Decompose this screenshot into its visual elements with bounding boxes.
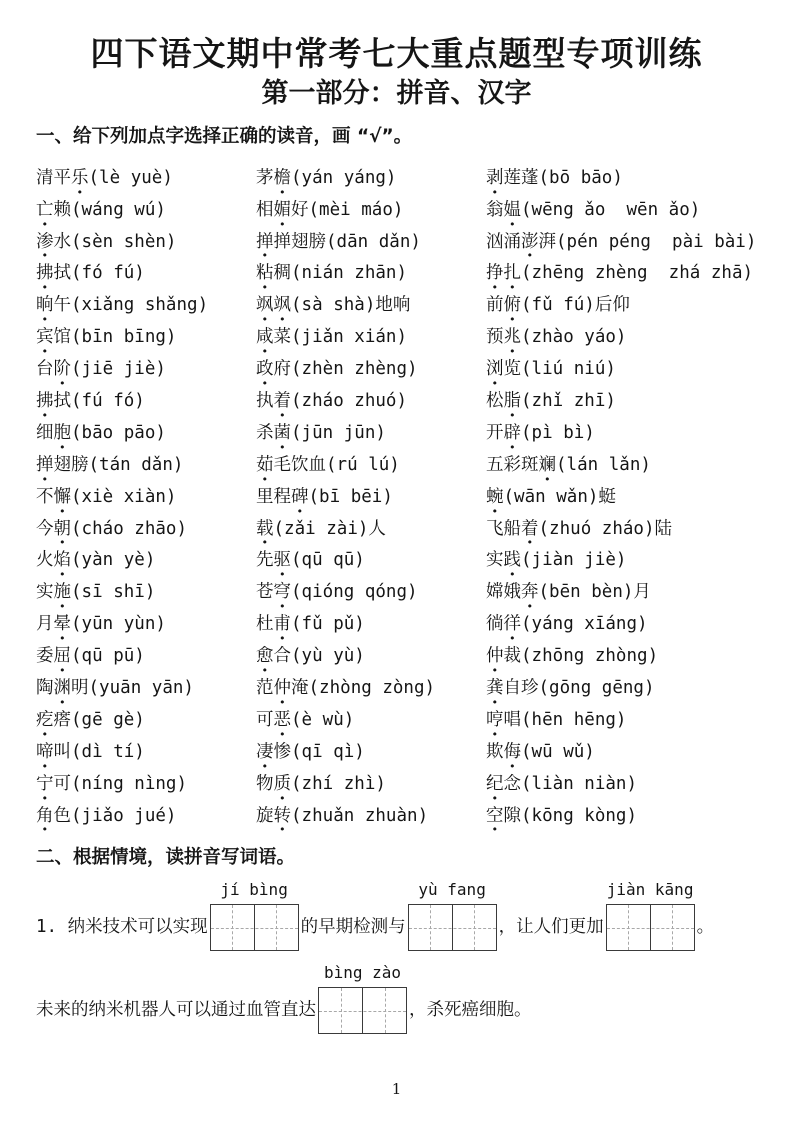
dotted-char: 粘 bbox=[256, 263, 274, 284]
word-entry: 愈合(yù yù) bbox=[256, 641, 486, 673]
grid-cell bbox=[211, 905, 254, 950]
dotted-char: 角 bbox=[36, 805, 54, 826]
dotted-char: 着 bbox=[521, 518, 539, 539]
dotted-char: 恶 bbox=[273, 709, 291, 730]
dotted-char: 挣 bbox=[486, 263, 504, 284]
word-column bbox=[36, 163, 256, 833]
word-entry: 掸掸翅膀(dān dǎn) bbox=[256, 227, 486, 259]
word-entry: 旋转(zhuǎn zhuàn) bbox=[256, 801, 486, 833]
dotted-char: 宁 bbox=[36, 773, 54, 794]
word-entry: 浏览(liú niú) bbox=[486, 354, 793, 386]
dotted-char: 载 bbox=[256, 518, 274, 539]
dotted-char: 檐 bbox=[273, 167, 291, 188]
dotted-char: 剥 bbox=[486, 167, 504, 188]
word-entry: 台阶(jiē jiè) bbox=[36, 354, 256, 386]
word-entry: 龚自珍(gōng gēng) bbox=[486, 673, 793, 705]
word-entry: 角色(jiǎo jué) bbox=[36, 801, 256, 833]
word-column bbox=[486, 163, 793, 833]
sentence-text: 。 bbox=[696, 917, 715, 938]
pinyin-label: jiàn kāng bbox=[606, 880, 694, 900]
dotted-char: 纪 bbox=[486, 773, 504, 794]
word-entry: 载(zǎi zài)人 bbox=[256, 514, 486, 546]
grid-cell bbox=[607, 905, 650, 950]
dotted-char: 掸 bbox=[36, 454, 54, 475]
pinyin-label: bìng zào bbox=[323, 963, 402, 983]
dotted-char: 蜿 bbox=[486, 486, 504, 507]
dotted-char: 仲 bbox=[273, 677, 291, 698]
sentence-text: 未来的纳米机器人可以通过血管直达 bbox=[36, 1000, 316, 1021]
dotted-char: 凄 bbox=[256, 741, 274, 762]
dotted-char: 俯 bbox=[503, 295, 521, 316]
grid-cell bbox=[650, 905, 694, 950]
dotted-char: 碑 bbox=[291, 486, 309, 507]
dotted-char: 奔 bbox=[521, 582, 539, 603]
dotted-char: 掸 bbox=[256, 231, 274, 252]
word-entry: 亡赖(wáng wú) bbox=[36, 195, 256, 227]
dotted-char: 媪 bbox=[503, 199, 521, 220]
grid-cell bbox=[319, 988, 362, 1033]
dotted-char: 着 bbox=[273, 390, 291, 411]
dotted-char: 转 bbox=[273, 805, 291, 826]
character-grid-box bbox=[210, 904, 299, 951]
word-entry: 实施(sī shī) bbox=[36, 577, 256, 609]
dotted-char: 咸 bbox=[256, 327, 274, 348]
dotted-char: 宾 bbox=[36, 327, 54, 348]
dotted-char: 哼 bbox=[486, 709, 504, 730]
word-entry: 火焰(yàn yè) bbox=[36, 545, 256, 577]
word-entry: 范仲淹(zhòng zòng) bbox=[256, 673, 486, 705]
word-entry: 茅檐(yán yáng) bbox=[256, 163, 486, 195]
word-entry: 纪念(liàn niàn) bbox=[486, 769, 793, 801]
dotted-char: 澎 bbox=[521, 231, 539, 252]
word-entry: 宁可(níng nìng) bbox=[36, 769, 256, 801]
dotted-char: 亡 bbox=[36, 199, 54, 220]
dotted-char: 屈 bbox=[53, 646, 71, 667]
character-grid-box bbox=[606, 904, 695, 951]
word-entry: 翁媪(wēng ǎo wēn ǎo) bbox=[486, 195, 793, 227]
pinyin-label: jí bìng bbox=[220, 880, 288, 900]
section1-heading: 一、给下列加点字选择正确的读音，画 “√”。 bbox=[36, 125, 413, 147]
dotted-char: 朝 bbox=[53, 518, 71, 539]
word-entry: 嫦娥奔(bēn bèn)月 bbox=[486, 577, 793, 609]
word-entry: 剥莲蓬(bō bāo) bbox=[486, 163, 793, 195]
dotted-char: 穹 bbox=[273, 582, 291, 603]
dotted-char: 拂 bbox=[36, 390, 54, 411]
word-entry: 不懈(xiè xiàn) bbox=[36, 482, 256, 514]
sentence-line-1 bbox=[36, 880, 793, 951]
word-column bbox=[256, 163, 486, 833]
section2-heading: 二、根据情境，读拼音写词语。 bbox=[36, 847, 296, 869]
dotted-char: 啼 bbox=[36, 741, 54, 762]
dotted-char: 飒 bbox=[273, 295, 291, 316]
word-entry: 蜿(wān wǎn)蜓 bbox=[486, 482, 793, 514]
word-entry: 预兆(zhào yáo) bbox=[486, 322, 793, 354]
word-entry: 宾馆(bīn bīng) bbox=[36, 322, 256, 354]
word-entry: 飞船着(zhuó zháo)陆 bbox=[486, 514, 793, 546]
word-entry: 晌午(xiǎng shǎng) bbox=[36, 290, 256, 322]
dotted-char: 渗 bbox=[36, 231, 54, 252]
sentence-text: 的早期检测与 bbox=[300, 917, 406, 938]
page-title: 四下语文期中常考七大重点题型专项训练 bbox=[90, 34, 703, 73]
dotted-char: 渊 bbox=[53, 677, 71, 698]
grid-cell bbox=[409, 905, 452, 950]
word-entry: 政府(zhèn zhèng) bbox=[256, 354, 486, 386]
word-entry: 飒飒(sà shà)地响 bbox=[256, 290, 486, 322]
word-entry: 先驱(qū qū) bbox=[256, 545, 486, 577]
page-number: 1 bbox=[391, 1080, 402, 1098]
dotted-char: 政 bbox=[256, 359, 274, 380]
grid-cell bbox=[362, 988, 406, 1033]
dotted-char: 龚 bbox=[486, 677, 504, 698]
word-entry: 空隙(kōng kòng) bbox=[486, 801, 793, 833]
dotted-char: 脂 bbox=[503, 390, 521, 411]
dotted-char: 空 bbox=[486, 805, 504, 826]
word-entry: 开辟(pì bì) bbox=[486, 418, 793, 450]
dotted-char: 质 bbox=[273, 773, 291, 794]
word-entry: 哼唱(hēn hēng) bbox=[486, 705, 793, 737]
writing-box bbox=[606, 880, 695, 951]
sentence-text: 1. 纳米技术可以实现 bbox=[36, 917, 208, 938]
character-grid-box bbox=[318, 987, 407, 1034]
character-grid-box bbox=[408, 904, 497, 951]
word-entry: 陶渊明(yuān yān) bbox=[36, 673, 256, 705]
dotted-char: 晕 bbox=[53, 614, 71, 635]
dotted-char: 斓 bbox=[538, 454, 556, 475]
word-entry: 拂拭(fú fó) bbox=[36, 386, 256, 418]
sentence-line-2 bbox=[36, 963, 793, 1034]
dotted-char: 媚 bbox=[273, 199, 291, 220]
dotted-char: 疙 bbox=[36, 709, 54, 730]
grid-cell bbox=[452, 905, 496, 950]
word-entry: 挣扎(zhēng zhèng zhá zhā) bbox=[486, 258, 793, 290]
sentence-text: ，让人们更加 bbox=[498, 917, 604, 938]
dotted-char: 仲 bbox=[486, 646, 504, 667]
dotted-char: 徉 bbox=[503, 614, 521, 635]
word-entry: 掸翅膀(tán dǎn) bbox=[36, 450, 256, 482]
dotted-char: 阶 bbox=[53, 359, 71, 380]
writing-box bbox=[318, 963, 407, 1034]
word-entry: 啼叫(dì tí) bbox=[36, 737, 256, 769]
dotted-char: 驱 bbox=[273, 550, 291, 571]
word-entry: 清平乐(lè yuè) bbox=[36, 163, 256, 195]
word-entry: 五彩斑斓(lán lǎn) bbox=[486, 450, 793, 482]
word-entry: 苍穹(qióng qóng) bbox=[256, 577, 486, 609]
word-entry: 疙瘩(gē gè) bbox=[36, 705, 256, 737]
word-entry: 相媚好(mèi máo) bbox=[256, 195, 486, 227]
dotted-char: 扎 bbox=[503, 263, 521, 284]
word-entry: 杜甫(fǔ pǔ) bbox=[256, 609, 486, 641]
dotted-char: 兆 bbox=[503, 327, 521, 348]
word-entry: 粘稠(nián zhān) bbox=[256, 258, 486, 290]
dotted-char: 践 bbox=[503, 550, 521, 571]
dotted-char: 辟 bbox=[503, 422, 521, 443]
word-entry: 欺侮(wū wǔ) bbox=[486, 737, 793, 769]
word-entry: 咸菜(jiǎn xián) bbox=[256, 322, 486, 354]
word-entry: 前俯(fǔ fú)后仰 bbox=[486, 290, 793, 322]
word-entry: 拂拭(fó fú) bbox=[36, 258, 256, 290]
dotted-char: 乐 bbox=[71, 167, 89, 188]
dotted-char: 晌 bbox=[36, 295, 54, 316]
word-entry: 杀菌(jūn jūn) bbox=[256, 418, 486, 450]
sentence-text: ，杀死癌细胞。 bbox=[409, 1000, 532, 1021]
dotted-char: 飒 bbox=[256, 295, 274, 316]
word-grid bbox=[36, 163, 793, 833]
word-entry: 里程碑(bī bēi) bbox=[256, 482, 486, 514]
part-subtitle: 第一部分：拼音、汉字 bbox=[261, 77, 532, 109]
word-entry: 汹涌澎湃(pén péng pài bài) bbox=[486, 227, 793, 259]
pinyin-label: yù fang bbox=[418, 880, 486, 900]
word-entry: 渗水(sèn shèn) bbox=[36, 227, 256, 259]
word-entry: 今朝(cháo zhāo) bbox=[36, 514, 256, 546]
word-entry: 实践(jiàn jiè) bbox=[486, 545, 793, 577]
dotted-char: 侮 bbox=[503, 741, 521, 762]
writing-box bbox=[408, 880, 497, 951]
word-entry: 茹毛饮血(rú lú) bbox=[256, 450, 486, 482]
word-entry: 松脂(zhǐ zhī) bbox=[486, 386, 793, 418]
word-entry: 可恶(è wù) bbox=[256, 705, 486, 737]
dotted-char: 菌 bbox=[273, 422, 291, 443]
dotted-char: 茹 bbox=[256, 454, 274, 475]
word-entry: 月晕(yūn yùn) bbox=[36, 609, 256, 641]
writing-box bbox=[210, 880, 299, 951]
word-entry: 仲裁(zhōng zhòng) bbox=[486, 641, 793, 673]
word-entry: 物质(zhí zhì) bbox=[256, 769, 486, 801]
word-entry: 徜徉(yáng xīáng) bbox=[486, 609, 793, 641]
word-entry: 执着(zháo zhuó) bbox=[256, 386, 486, 418]
grid-cell bbox=[254, 905, 298, 950]
dotted-char: 拂 bbox=[36, 263, 54, 284]
dotted-char: 胞 bbox=[53, 422, 71, 443]
dotted-char: 懈 bbox=[53, 486, 71, 507]
dotted-char: 甫 bbox=[273, 614, 291, 635]
dotted-char: 浏 bbox=[486, 359, 504, 380]
word-entry: 凄惨(qī qì) bbox=[256, 737, 486, 769]
dotted-char: 愈 bbox=[256, 646, 274, 667]
dotted-char: 施 bbox=[53, 582, 71, 603]
word-entry: 细胞(bāo pāo) bbox=[36, 418, 256, 450]
dotted-char: 焰 bbox=[53, 550, 71, 571]
word-entry: 委屈(qū pū) bbox=[36, 641, 256, 673]
